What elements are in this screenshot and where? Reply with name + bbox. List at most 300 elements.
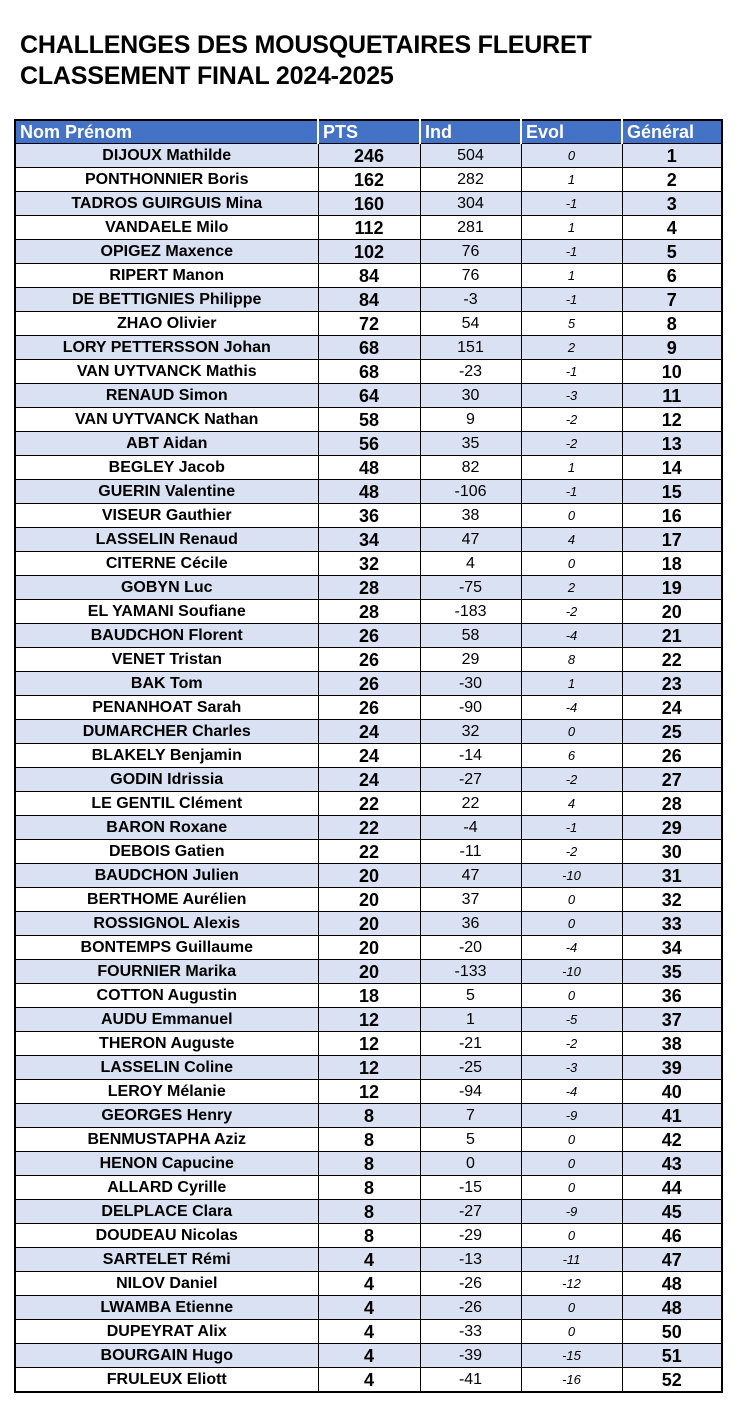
general-rank-cell: 16 [622, 504, 722, 528]
ind-cell: -29 [420, 1224, 521, 1248]
table-row [15, 552, 722, 576]
table-row [15, 1320, 722, 1344]
pts-cell: 32 [318, 552, 420, 576]
evol-cell: -4 [521, 936, 622, 960]
ind-cell: 35 [420, 432, 521, 456]
evol-cell: -1 [521, 480, 622, 504]
evol-cell: -2 [521, 432, 622, 456]
name-cell: PONTHONNIER Boris [15, 168, 318, 192]
pts-cell: 4 [318, 1272, 420, 1296]
table-row [15, 672, 722, 696]
table-row [15, 504, 722, 528]
table-row [15, 888, 722, 912]
table-row [15, 240, 722, 264]
general-rank-cell: 15 [622, 480, 722, 504]
name-cell: VENET Tristan [15, 648, 318, 672]
evol-cell: 0 [521, 1176, 622, 1200]
name-cell: DIJOUX Mathilde [15, 144, 318, 168]
evol-cell: 4 [521, 528, 622, 552]
table-row [15, 1344, 722, 1368]
general-rank-cell: 33 [622, 912, 722, 936]
name-cell: BAUDCHON Florent [15, 624, 318, 648]
title-line-1: CHALLENGES DES MOUSQUETAIRES FLEURET [20, 31, 592, 59]
name-cell: LORY PETTERSSON Johan [15, 336, 318, 360]
name-cell: DELPLACE Clara [15, 1200, 318, 1224]
general-rank-cell: 28 [622, 792, 722, 816]
table-row [15, 600, 722, 624]
evol-cell: 8 [521, 648, 622, 672]
table-row [15, 336, 722, 360]
pts-cell: 4 [318, 1320, 420, 1344]
evol-cell: 0 [521, 984, 622, 1008]
pts-cell: 162 [318, 168, 420, 192]
evol-cell: -4 [521, 624, 622, 648]
general-rank-cell: 14 [622, 456, 722, 480]
general-rank-cell: 38 [622, 1032, 722, 1056]
name-cell: ABT Aidan [15, 432, 318, 456]
table-row [15, 1056, 722, 1080]
evol-cell: -2 [521, 600, 622, 624]
table-row [15, 720, 722, 744]
pts-cell: 36 [318, 504, 420, 528]
pts-cell: 4 [318, 1248, 420, 1272]
table-row [15, 312, 722, 336]
pts-cell: 20 [318, 912, 420, 936]
ind-cell: -41 [420, 1368, 521, 1393]
evol-cell: -2 [521, 1032, 622, 1056]
table-row [15, 528, 722, 552]
table-row [15, 432, 722, 456]
ind-cell: 58 [420, 624, 521, 648]
ind-cell: 30 [420, 384, 521, 408]
pts-cell: 20 [318, 936, 420, 960]
pts-cell: 64 [318, 384, 420, 408]
ind-cell: -90 [420, 696, 521, 720]
column-header-name: Nom Prénom [15, 120, 318, 144]
pts-cell: 8 [318, 1224, 420, 1248]
name-cell: BARON Roxane [15, 816, 318, 840]
name-cell: FRULEUX Eliott [15, 1368, 318, 1393]
table-row [15, 1200, 722, 1224]
pts-cell: 4 [318, 1296, 420, 1320]
name-cell: GOBYN Luc [15, 576, 318, 600]
table-row [15, 912, 722, 936]
name-cell: COTTON Augustin [15, 984, 318, 1008]
general-rank-cell: 19 [622, 576, 722, 600]
general-rank-cell: 12 [622, 408, 722, 432]
pts-cell: 28 [318, 600, 420, 624]
table-row [15, 696, 722, 720]
column-header-ind: Ind [420, 120, 521, 144]
table-row [15, 960, 722, 984]
general-rank-cell: 36 [622, 984, 722, 1008]
general-rank-cell: 23 [622, 672, 722, 696]
name-cell: VAN UYTVANCK Mathis [15, 360, 318, 384]
pts-cell: 12 [318, 1032, 420, 1056]
evol-cell: 0 [521, 1224, 622, 1248]
pts-cell: 12 [318, 1056, 420, 1080]
ind-cell: 304 [420, 192, 521, 216]
table-row [15, 648, 722, 672]
pts-cell: 4 [318, 1344, 420, 1368]
ind-cell: 5 [420, 1128, 521, 1152]
table-row [15, 1296, 722, 1320]
pts-cell: 28 [318, 576, 420, 600]
pts-cell: 24 [318, 720, 420, 744]
ind-cell: -23 [420, 360, 521, 384]
pts-cell: 20 [318, 864, 420, 888]
name-cell: VANDAELE Milo [15, 216, 318, 240]
evol-cell: 0 [521, 1320, 622, 1344]
name-cell: EL YAMANI Soufiane [15, 600, 318, 624]
table-row [15, 792, 722, 816]
name-cell: PENANHOAT Sarah [15, 696, 318, 720]
name-cell: DUMARCHER Charles [15, 720, 318, 744]
evol-cell: 1 [521, 216, 622, 240]
pts-cell: 24 [318, 768, 420, 792]
general-rank-cell: 11 [622, 384, 722, 408]
name-cell: CITERNE Cécile [15, 552, 318, 576]
pts-cell: 22 [318, 792, 420, 816]
general-rank-cell: 37 [622, 1008, 722, 1032]
general-rank-cell: 27 [622, 768, 722, 792]
table-row [15, 264, 722, 288]
table-row [15, 1224, 722, 1248]
name-cell: LWAMBA Etienne [15, 1296, 318, 1320]
evol-cell: -2 [521, 840, 622, 864]
table-row [15, 1080, 722, 1104]
general-rank-cell: 21 [622, 624, 722, 648]
ind-cell: 82 [420, 456, 521, 480]
name-cell: DUPEYRAT Alix [15, 1320, 318, 1344]
general-rank-cell: 8 [622, 312, 722, 336]
evol-cell: -10 [521, 864, 622, 888]
general-rank-cell: 1 [622, 144, 722, 168]
ind-cell: 7 [420, 1104, 521, 1128]
evol-cell: -16 [521, 1368, 622, 1393]
ind-cell: -25 [420, 1056, 521, 1080]
ind-cell: 22 [420, 792, 521, 816]
pts-cell: 26 [318, 672, 420, 696]
name-cell: AUDU Emmanuel [15, 1008, 318, 1032]
table-row [15, 1032, 722, 1056]
table-row [15, 480, 722, 504]
ind-cell: 9 [420, 408, 521, 432]
ind-cell: 54 [420, 312, 521, 336]
title-line-2: CLASSEMENT FINAL 2024-2025 [20, 62, 394, 90]
name-cell: BOURGAIN Hugo [15, 1344, 318, 1368]
name-cell: BERTHOME Aurélien [15, 888, 318, 912]
table-header-row [15, 120, 722, 144]
evol-cell: 0 [521, 1296, 622, 1320]
general-rank-cell: 17 [622, 528, 722, 552]
table-row [15, 864, 722, 888]
ind-cell: -20 [420, 936, 521, 960]
evol-cell: -9 [521, 1200, 622, 1224]
evol-cell: 0 [521, 1128, 622, 1152]
ind-cell: 4 [420, 552, 521, 576]
column-header-general: Général [622, 120, 722, 144]
pts-cell: 8 [318, 1128, 420, 1152]
evol-cell: -1 [521, 360, 622, 384]
pts-cell: 26 [318, 696, 420, 720]
general-rank-cell: 18 [622, 552, 722, 576]
pts-cell: 20 [318, 888, 420, 912]
table-row [15, 576, 722, 600]
pts-cell: 160 [318, 192, 420, 216]
general-rank-cell: 3 [622, 192, 722, 216]
general-rank-cell: 34 [622, 936, 722, 960]
table-row [15, 192, 722, 216]
general-rank-cell: 13 [622, 432, 722, 456]
pts-cell: 56 [318, 432, 420, 456]
evol-cell: 2 [521, 336, 622, 360]
ind-cell: -26 [420, 1272, 521, 1296]
evol-cell: -1 [521, 816, 622, 840]
name-cell: ZHAO Olivier [15, 312, 318, 336]
pts-cell: 8 [318, 1200, 420, 1224]
evol-cell: -5 [521, 1008, 622, 1032]
pts-cell: 20 [318, 960, 420, 984]
ind-cell: 151 [420, 336, 521, 360]
evol-cell: -11 [521, 1248, 622, 1272]
ind-cell: 38 [420, 504, 521, 528]
name-cell: BLAKELY Benjamin [15, 744, 318, 768]
table-row [15, 168, 722, 192]
evol-cell: 4 [521, 792, 622, 816]
name-cell: VISEUR Gauthier [15, 504, 318, 528]
general-rank-cell: 39 [622, 1056, 722, 1080]
general-rank-cell: 52 [622, 1368, 722, 1393]
name-cell: SARTELET Rémi [15, 1248, 318, 1272]
pts-cell: 24 [318, 744, 420, 768]
name-cell: ALLARD Cyrille [15, 1176, 318, 1200]
table-row [15, 936, 722, 960]
evol-cell: 0 [521, 720, 622, 744]
general-rank-cell: 6 [622, 264, 722, 288]
pts-cell: 22 [318, 840, 420, 864]
evol-cell: 0 [521, 912, 622, 936]
ind-cell: 1 [420, 1008, 521, 1032]
name-cell: HENON Capucine [15, 1152, 318, 1176]
ind-cell: 76 [420, 240, 521, 264]
ind-cell: 281 [420, 216, 521, 240]
general-rank-cell: 5 [622, 240, 722, 264]
name-cell: TADROS GUIRGUIS Mina [15, 192, 318, 216]
general-rank-cell: 40 [622, 1080, 722, 1104]
general-rank-cell: 29 [622, 816, 722, 840]
pts-cell: 112 [318, 216, 420, 240]
general-rank-cell: 44 [622, 1176, 722, 1200]
name-cell: ROSSIGNOL Alexis [15, 912, 318, 936]
general-rank-cell: 45 [622, 1200, 722, 1224]
ind-cell: -183 [420, 600, 521, 624]
pts-cell: 68 [318, 360, 420, 384]
name-cell: RENAUD Simon [15, 384, 318, 408]
pts-cell: 246 [318, 144, 420, 168]
ind-cell: 504 [420, 144, 521, 168]
pts-cell: 84 [318, 288, 420, 312]
name-cell: GODIN Idrissia [15, 768, 318, 792]
general-rank-cell: 50 [622, 1320, 722, 1344]
evol-cell: 0 [521, 888, 622, 912]
general-rank-cell: 48 [622, 1272, 722, 1296]
ind-cell: -133 [420, 960, 521, 984]
name-cell: LE GENTIL Clément [15, 792, 318, 816]
pts-cell: 48 [318, 456, 420, 480]
evol-cell: 1 [521, 456, 622, 480]
pts-cell: 72 [318, 312, 420, 336]
evol-cell: -9 [521, 1104, 622, 1128]
name-cell: DOUDEAU Nicolas [15, 1224, 318, 1248]
evol-cell: 0 [521, 504, 622, 528]
pts-cell: 102 [318, 240, 420, 264]
evol-cell: 1 [521, 168, 622, 192]
general-rank-cell: 30 [622, 840, 722, 864]
general-rank-cell: 47 [622, 1248, 722, 1272]
ind-cell: -15 [420, 1176, 521, 1200]
general-rank-cell: 51 [622, 1344, 722, 1368]
table-row [15, 744, 722, 768]
evol-cell: 0 [521, 1152, 622, 1176]
evol-cell: 2 [521, 576, 622, 600]
ind-cell: -94 [420, 1080, 521, 1104]
pts-cell: 34 [318, 528, 420, 552]
general-rank-cell: 20 [622, 600, 722, 624]
ind-cell: -13 [420, 1248, 521, 1272]
pts-cell: 84 [318, 264, 420, 288]
ind-cell: -27 [420, 768, 521, 792]
column-header-pts: PTS [318, 120, 420, 144]
table-row [15, 816, 722, 840]
table-row [15, 984, 722, 1008]
ind-cell: -27 [420, 1200, 521, 1224]
table-row [15, 1152, 722, 1176]
general-rank-cell: 43 [622, 1152, 722, 1176]
table-row [15, 1368, 722, 1393]
pts-cell: 4 [318, 1368, 420, 1393]
evol-cell: 5 [521, 312, 622, 336]
evol-cell: -1 [521, 240, 622, 264]
general-rank-cell: 9 [622, 336, 722, 360]
general-rank-cell: 24 [622, 696, 722, 720]
general-rank-cell: 7 [622, 288, 722, 312]
ind-cell: 5 [420, 984, 521, 1008]
ind-cell: -39 [420, 1344, 521, 1368]
name-cell: THERON Auguste [15, 1032, 318, 1056]
general-rank-cell: 46 [622, 1224, 722, 1248]
table-row [15, 624, 722, 648]
evol-cell: -3 [521, 1056, 622, 1080]
evol-cell: -15 [521, 1344, 622, 1368]
name-cell: NILOV Daniel [15, 1272, 318, 1296]
pts-cell: 48 [318, 480, 420, 504]
evol-cell: -4 [521, 696, 622, 720]
table-row [15, 408, 722, 432]
table-row [15, 1248, 722, 1272]
ind-cell: 37 [420, 888, 521, 912]
general-rank-cell: 25 [622, 720, 722, 744]
pts-cell: 8 [318, 1104, 420, 1128]
name-cell: BAUDCHON Julien [15, 864, 318, 888]
pts-cell: 22 [318, 816, 420, 840]
name-cell: LASSELIN Renaud [15, 528, 318, 552]
name-cell: LASSELIN Coline [15, 1056, 318, 1080]
pts-cell: 12 [318, 1080, 420, 1104]
table-row [15, 456, 722, 480]
evol-cell: -2 [521, 768, 622, 792]
name-cell: LEROY Mélanie [15, 1080, 318, 1104]
ind-cell: -30 [420, 672, 521, 696]
table-row [15, 384, 722, 408]
ind-cell: 282 [420, 168, 521, 192]
column-header-evol: Evol [521, 120, 622, 144]
table-row [15, 144, 722, 168]
name-cell: BAK Tom [15, 672, 318, 696]
general-rank-cell: 48 [622, 1296, 722, 1320]
evol-cell: -1 [521, 288, 622, 312]
table-row [15, 360, 722, 384]
name-cell: BEGLEY Jacob [15, 456, 318, 480]
general-rank-cell: 4 [622, 216, 722, 240]
ind-cell: -33 [420, 1320, 521, 1344]
table-row [15, 216, 722, 240]
general-rank-cell: 41 [622, 1104, 722, 1128]
ind-cell: -106 [420, 480, 521, 504]
general-rank-cell: 32 [622, 888, 722, 912]
ind-cell: -14 [420, 744, 521, 768]
evol-cell: 6 [521, 744, 622, 768]
pts-cell: 8 [318, 1176, 420, 1200]
table-row [15, 840, 722, 864]
pts-cell: 58 [318, 408, 420, 432]
table-row [15, 768, 722, 792]
evol-cell: -2 [521, 408, 622, 432]
table-row [15, 1272, 722, 1296]
name-cell: OPIGEZ Maxence [15, 240, 318, 264]
ind-cell: -11 [420, 840, 521, 864]
name-cell: RIPERT Manon [15, 264, 318, 288]
evol-cell: -12 [521, 1272, 622, 1296]
ind-cell: -4 [420, 816, 521, 840]
ind-cell: 32 [420, 720, 521, 744]
general-rank-cell: 22 [622, 648, 722, 672]
name-cell: GEORGES Henry [15, 1104, 318, 1128]
ind-cell: -75 [420, 576, 521, 600]
name-cell: DEBOIS Gatien [15, 840, 318, 864]
name-cell: GUERIN Valentine [15, 480, 318, 504]
evol-cell: 1 [521, 264, 622, 288]
ind-cell: 29 [420, 648, 521, 672]
general-rank-cell: 26 [622, 744, 722, 768]
evol-cell: 1 [521, 672, 622, 696]
pts-cell: 8 [318, 1152, 420, 1176]
table-row [15, 1128, 722, 1152]
ind-cell: 0 [420, 1152, 521, 1176]
pts-cell: 12 [318, 1008, 420, 1032]
page-title [20, 30, 592, 92]
general-rank-cell: 10 [622, 360, 722, 384]
evol-cell: 0 [521, 144, 622, 168]
general-rank-cell: 35 [622, 960, 722, 984]
general-rank-cell: 31 [622, 864, 722, 888]
general-rank-cell: 42 [622, 1128, 722, 1152]
table-row [15, 288, 722, 312]
evol-cell: -10 [521, 960, 622, 984]
pts-cell: 26 [318, 624, 420, 648]
ind-cell: -21 [420, 1032, 521, 1056]
name-cell: DE BETTIGNIES Philippe [15, 288, 318, 312]
